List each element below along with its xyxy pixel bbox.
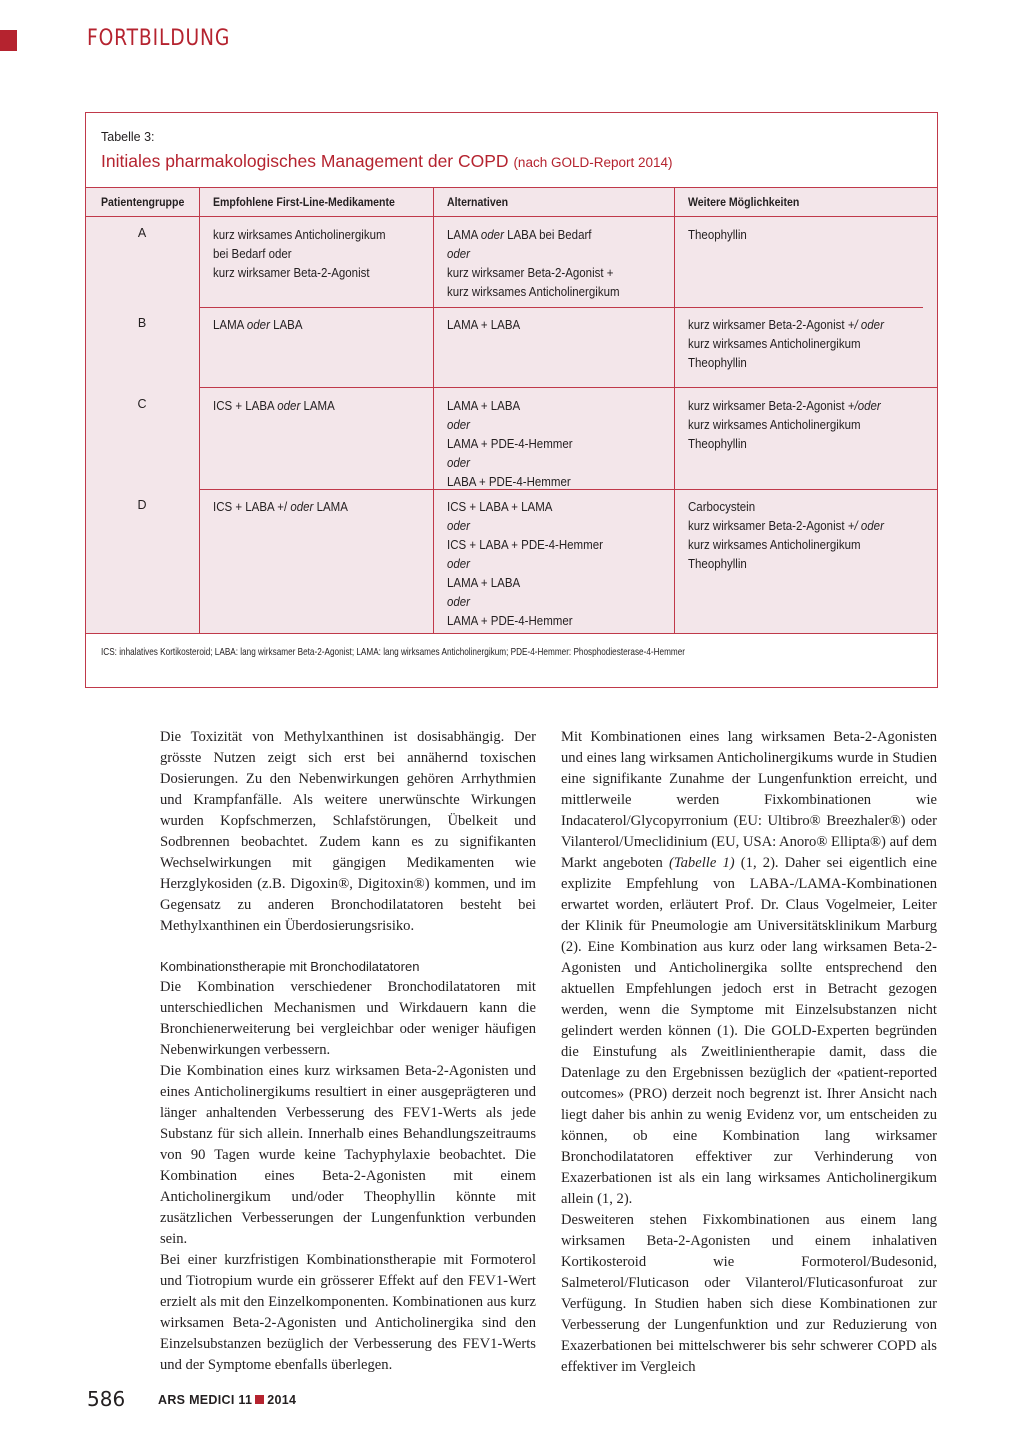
alternatives-cell: LAMA + LABA <box>447 318 521 332</box>
journal-year: 2014 <box>267 1393 297 1407</box>
table-row-group-b: B <box>137 316 147 330</box>
further-options-cell: Theophyllin <box>688 228 747 242</box>
divider <box>433 217 434 633</box>
table-row-group-d: D <box>137 498 147 512</box>
page-number: 586 <box>87 1387 126 1411</box>
alternatives-cell: LAMA oder LABA bei Bedarf oder kurz wirksamer Beta-2-Agonist + kurz wirksames Anticholinergikum <box>447 228 620 299</box>
alternatives-cell: ICS + LABA + LAMA oder ICS + LABA + PDE-4-Hemmer oder LAMA + LABA oder LAMA + PDE-4-Hemmer <box>447 500 603 628</box>
divider <box>199 188 200 216</box>
table-title-main: Initiales pharmakologisches Management der COPD <box>101 151 509 171</box>
journal-footer <box>158 1393 296 1407</box>
table-header-row <box>86 187 937 217</box>
further-options-cell: kurz wirksamer Beta-2-Agonist +/ oder kurz wirksames Anticholinergikum Theophyllin <box>688 318 884 370</box>
table-label: Tabelle 3: <box>101 130 155 144</box>
column-header: Empfohlene First-Line-Medikamente <box>213 195 395 209</box>
table-body <box>86 217 937 633</box>
paragraph: Die Toxizität von Methylxanthinen ist dosisabhängig. Der grösste Nutzen zeigt sich erst bei annähernd toxischen Dosierungen. Zu den Nebenwirkungen gehören Arrhythmien und Krampfanfälle. Als weitere unerwünschte Wirkungen wurden Kopfschmerzen, Schlafstörungen, Übelkeit und Sodbrennen beobachtet. Zudem kann es zu signifikanten Wechselwirkungen mit gängigen Medikamenten wie Herzglykosiden (z.B. Digoxin®, Digitoxin®) kommen, und im Gegensatz zu anderen Bronchodilatatoren besteht bei Methylxanthinen ein Überdosierungsrisiko. <box>160 729 536 934</box>
first-line-cell: ICS + LABA oder LAMA <box>213 399 335 413</box>
table-row-group-a: A <box>137 226 147 240</box>
table-title-sub: (nach GOLD-Report 2014) <box>513 155 673 170</box>
divider <box>433 188 434 216</box>
further-options-cell: Carbocystein kurz wirksamer Beta-2-Agonist +/ oder kurz wirksames Anticholinergikum Theophyllin <box>688 500 884 571</box>
table-bottom-rule <box>86 633 937 634</box>
column-header: Alternativen <box>447 195 509 209</box>
first-line-cell: kurz wirksames Anticholinergikum bei Bedarf oder kurz wirksamer Beta-2-Agonist <box>213 228 386 280</box>
table-reference: (Tabelle 1) <box>669 855 735 871</box>
first-line-cell: LAMA oder LABA <box>213 318 303 332</box>
journal-name: ARS MEDICI 11 <box>158 1393 253 1407</box>
column-header: Patientengruppe <box>101 195 185 209</box>
section-heading: Kombinationstherapie mit Bronchodilatatoren <box>160 959 420 974</box>
table-footnote: ICS: inhalatives Kortikosteroid; LABA: lang wirksamer Beta-2-Agonist; LAMA: lang wirksames Anticholinergikum; PDE-4-Hemmer: Phosphodiesterase-4-Hemmer <box>101 646 686 658</box>
row-divider <box>199 387 937 388</box>
row-divider <box>199 307 923 308</box>
divider <box>199 217 200 633</box>
further-options-cell: kurz wirksamer Beta-2-Agonist +/oder kurz wirksames Anticholinergikum Theophyllin <box>688 399 881 451</box>
table-row-group-c: C <box>137 397 147 411</box>
section-marker <box>0 30 17 51</box>
text-column-left <box>160 727 536 1376</box>
paragraph: Bei einer kurzfristigen Kombinationstherapie mit Formoterol und Tiotropium wurde ein grösserer Effekt auf den FEV1-Wert erzielt als mit den Einzelkomponenten. Kombinationen aus kurz wirksamen Beta-2-Agonisten und Anticholinergika sind den Einzelsubstanzen bezüglich der Verbesserung des FEV1-Werts und der Symptome ebenfalls überlegen. <box>160 1252 536 1373</box>
divider <box>674 217 675 633</box>
alternatives-cell: LAMA + LABA oder LAMA + PDE-4-Hemmer oder LABA + PDE-4-Hemmer <box>447 399 573 489</box>
first-line-cell: ICS + LABA +/ oder LAMA <box>213 500 348 514</box>
separator-square <box>255 1395 264 1404</box>
text-column-right <box>561 727 937 1378</box>
paragraph: Mit Kombinationen eines lang wirksamen Beta-2-Agonisten und eines lang wirksamen Anticholinergikums wurde in Studien eine signifikante Zunahme der Lungenfunktion erreicht, und mittlerweile werden Fixkombinationen wie Indacaterol/Glycopyrronium (EU: Ultibro® Breezhaler®) oder Vilanterol/Umeclidinium (EU, USA: Anoro® Ellipta®) auf dem Markt angeboten (Tabelle 1) (1, 2). Daher sei eigentlich eine explizite Empfehlung von LABA-/LAMA-Kombinationen erwartet worden, erläutert Prof. Dr. Claus Vogelmeier, Leiter der Klinik für Pneumologie am Universitätsklinikum Marburg (2). Eine Kombination aus kurz oder lang wirksamen Beta-2-Agonisten und Anticholinergika sollte entsprechend den aktuellen Empfehlungen jedoch erst in Betracht gezogen werden, wenn die Symptome mit Einzelsubstanzen nicht gelindert werden können (1). Die GOLD-Experten begründen die Einstufung als Zweitlinientherapie damit, dass die Datenlage zu den Ergebnissen bezüglich der «patient-reported outcomes» (PRO) derzeit noch begrenzt ist. Ihrer Ansicht nach liegt daher bis anhin zu wenig Evidenz vor, um entscheiden zu können, ob eine Kombination lang wirksamer Bronchodilatatoren effektiver zur Verhinderung von Exazerbationen ist als ein lang wirksames Anticholinergikum allein (1, 2). <box>561 729 937 1207</box>
column-header: Weitere Möglichkeiten <box>688 195 800 209</box>
table-3 <box>85 112 938 688</box>
paragraph: Die Kombination eines kurz wirksamen Beta-2-Agonisten und eines Anticholinergikums resultiert in einer ausgeprägteren und länger anhaltenden Verbesserung des FEV1-Werts als jede Substanz für sich allein. Innerhalb eines Behandlungszeitraums von 90 Tagen wurde keine Tachyphylaxie beobachtet. Die Kombination eines Beta-2-Agonisten mit einem Anticholinergikum und/oder Theophyllin könnte mit zusätzlichen Verbesserungen der Lungenfunktion verbunden sein. <box>160 1063 536 1247</box>
paragraph: Desweiteren stehen Fixkombinationen aus einem lang wirksamen Beta-2-Agonisten und einem inhalativen Kortikosteroid wie Formoterol/Budesonid, Salmeterol/Fluticason oder Vilanterol/Fluticasonfuroat zur Verfügung. In Studien haben sich diese Kombinationen zur Verbesserung der Lungenfunktion und zur Reduzierung von Exazerbationen bei mittelschwerer bis sehr schwerer COPD als effektiver im Vergleich <box>561 1212 937 1375</box>
table-title <box>101 151 673 172</box>
section-title: FORTBILDUNG <box>87 26 231 51</box>
divider <box>674 188 675 216</box>
paragraph: Die Kombination verschiedener Bronchodilatatoren mit unterschiedlichen Mechanismen und Wirkdauern kann die Bronchienerweiterung bei vergleichbar oder weniger häufigen Nebenwirkungen verbessern. <box>160 979 536 1058</box>
